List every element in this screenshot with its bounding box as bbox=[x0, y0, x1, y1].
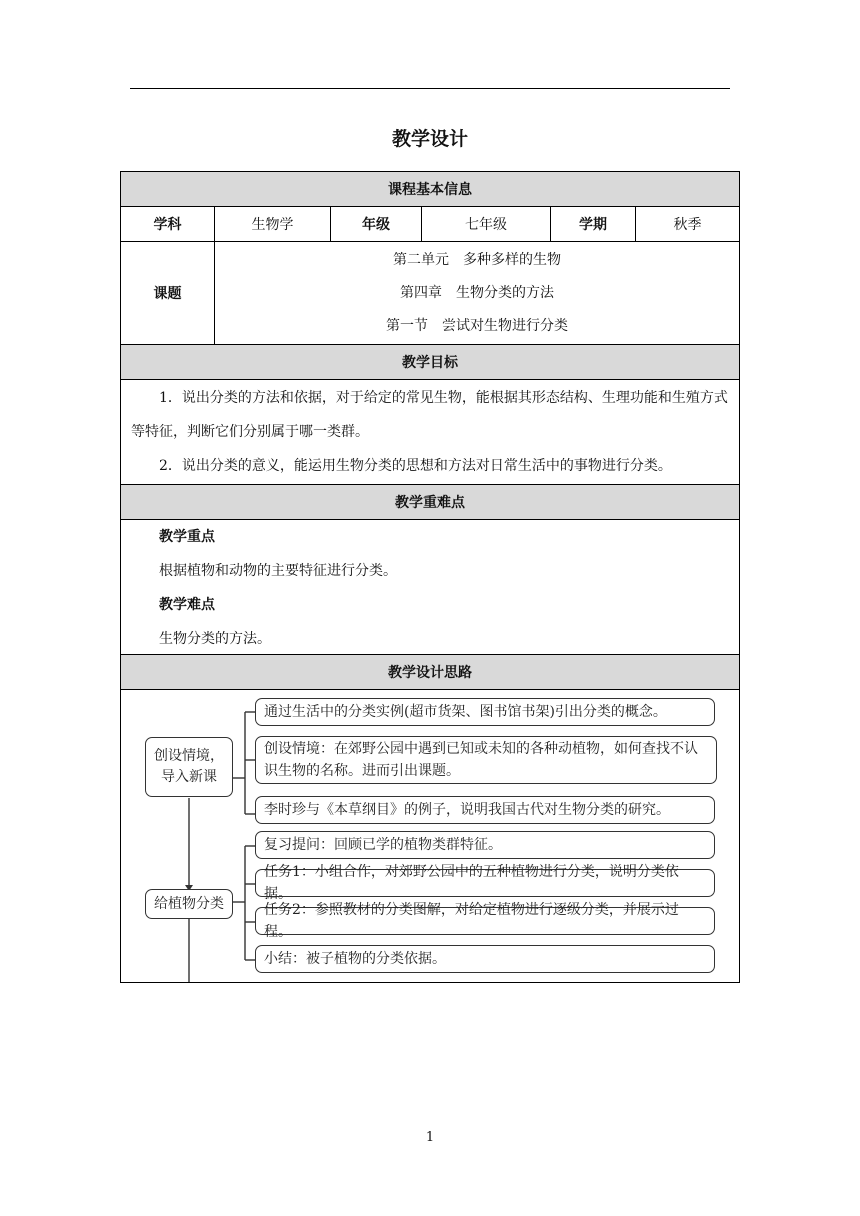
page-title: 教学设计 bbox=[391, 128, 468, 150]
stage-1-item-1: 通过生活中的分类实例(超市货架、图书馆书架)引出分类的概念。 bbox=[255, 698, 715, 726]
stage-2-item-2: 任务1：小组合作，对郊野公园中的五种植物进行分类，说明分类依据。 bbox=[255, 869, 715, 897]
info-row bbox=[121, 207, 739, 242]
term-value: 秋季 bbox=[673, 217, 702, 233]
focus-label: 教学重点 bbox=[159, 529, 215, 545]
topic-lines bbox=[215, 242, 739, 344]
lesson-table bbox=[120, 171, 740, 983]
stage-create-scenario bbox=[145, 737, 233, 797]
stage-2-item-4: 小结：被子植物的分类依据。 bbox=[255, 945, 715, 973]
topic-chapter: 第四章 生物分类的方法 bbox=[400, 284, 554, 301]
stage-1-item-2: 创设情境：在郊野公园中遇到已知或未知的各种动植物，如何查找不认识生物的名称。进而引出课题。 bbox=[255, 736, 717, 784]
section-basic-info: 课程基本信息 bbox=[121, 172, 739, 207]
topic-section: 第一节 尝试对生物进行分类 bbox=[386, 317, 568, 334]
difficulty-text: 生物分类的方法。 bbox=[159, 631, 271, 647]
section-objectives: 教学目标 bbox=[121, 345, 739, 380]
stage-1-line-1: 创设情境， bbox=[154, 748, 224, 764]
objective-1: 1．说出分类的方法和依据，对于给定的常见生物，能根据其形态结构、生理功能和生殖方式等特征，判断它们分别属于哪一类群。 bbox=[131, 390, 728, 440]
topic-unit: 第二单元 多种多样的生物 bbox=[393, 251, 561, 268]
stage-1-item-3: 李时珍与《本草纲目》的例子，说明我国古代对生物分类的研究。 bbox=[255, 796, 715, 824]
subject-value: 生物学 bbox=[215, 207, 331, 241]
stage-2-item-1: 复习提问：回顾已学的植物类群特征。 bbox=[255, 831, 715, 859]
header-rule bbox=[130, 88, 730, 89]
topic-label: 课题 bbox=[121, 242, 215, 344]
focus-text: 根据植物和动物的主要特征进行分类。 bbox=[159, 563, 397, 579]
stage-2-label: 给植物分类 bbox=[154, 895, 224, 912]
stage-classify-plants bbox=[145, 889, 233, 919]
difficulty-label: 教学难点 bbox=[159, 597, 215, 613]
term-label: 学期 bbox=[551, 207, 636, 241]
topic-row bbox=[121, 242, 739, 345]
objective-2: 2．说出分类的意义，能运用生物分类的思想和方法对日常生活中的事物进行分类。 bbox=[159, 458, 672, 474]
key-points-body bbox=[121, 520, 739, 655]
section-design-ideas: 教学设计思路 bbox=[121, 655, 739, 690]
design-flowchart bbox=[121, 690, 739, 982]
stage-1-line-2: 导入新课 bbox=[161, 769, 217, 785]
stage-2-item-3: 任务2：参照教材的分类图解，对给定植物进行逐级分类，并展示过程。 bbox=[255, 907, 715, 935]
section-key-points: 教学重难点 bbox=[121, 485, 739, 520]
page-number: 1 bbox=[425, 1130, 435, 1145]
grade-label: 年级 bbox=[331, 207, 422, 241]
objectives-body bbox=[121, 380, 739, 485]
subject-label: 学科 bbox=[121, 207, 215, 241]
grade-value: 七年级 bbox=[422, 207, 551, 241]
